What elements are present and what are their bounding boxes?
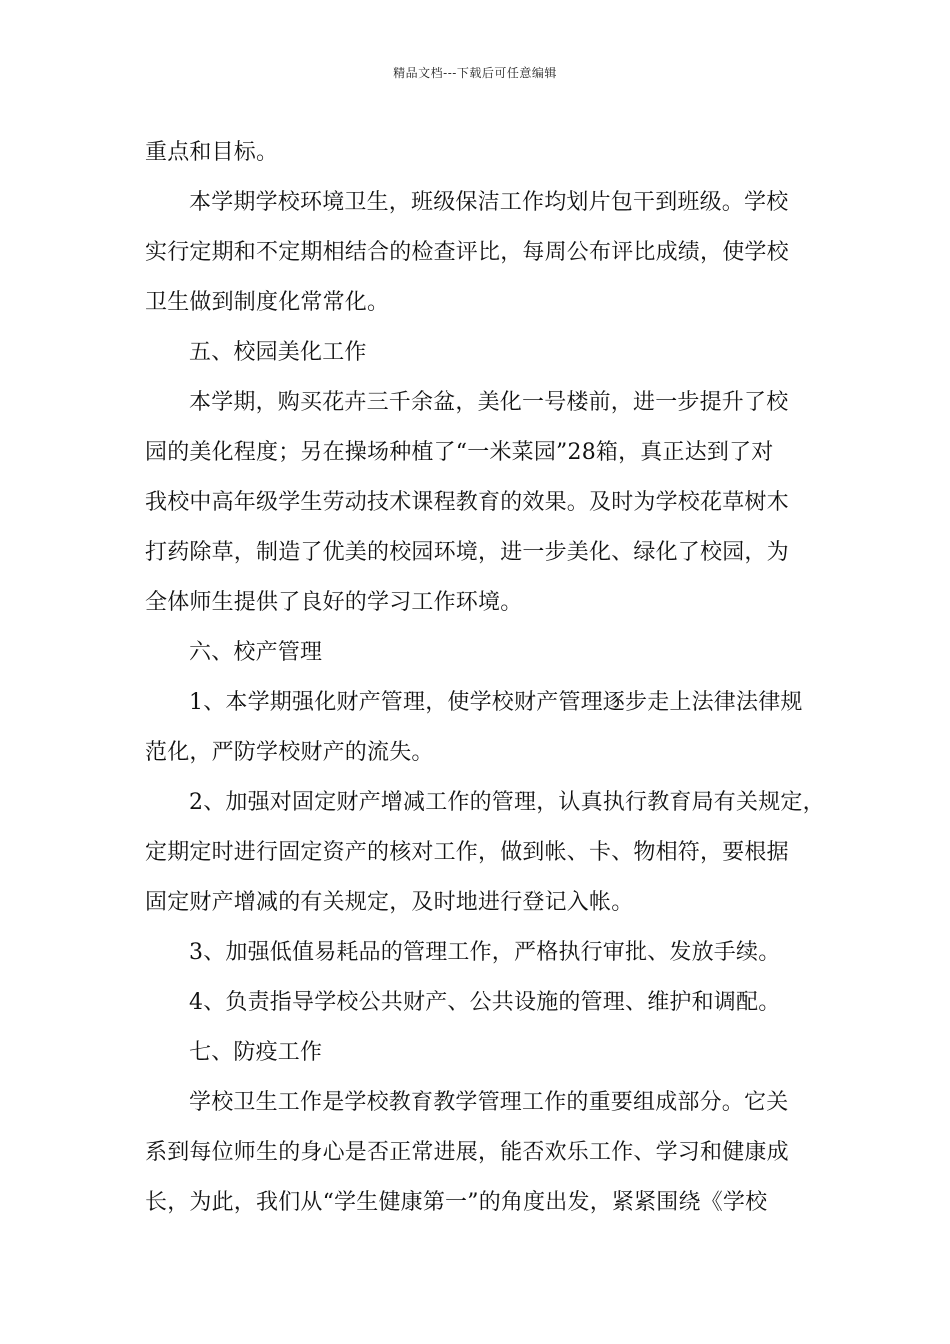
- text-line: 4、负责指导学校公共财产、公共设施的管理、维护和调配。: [189, 990, 781, 1015]
- text-line: 学校卫生工作是学校教育教学管理工作的重要组成部分。它关: [189, 1090, 789, 1115]
- text-line: 长，为此，我们从“学生健康第一”的角度出发，紧紧围绕《学校: [145, 1190, 768, 1215]
- text-line: 七、防疫工作: [189, 1040, 323, 1065]
- text-line: 3、加强低值易耗品的管理工作，严格执行审批、发放手续。: [189, 940, 781, 965]
- page-header: 精品文档---下载后可任意编辑: [393, 66, 557, 80]
- text-line: 全体师生提供了良好的学习工作环境。: [145, 590, 523, 615]
- text-line: 本学期学校环境卫生，班级保洁工作均划片包干到班级。学校: [189, 190, 789, 215]
- text-line: 本学期，购买花卉三千余盆，美化一号楼前，进一步提升了校: [189, 390, 789, 415]
- text-line: 系到每位师生的身心是否正常进展，能否欢乐工作、学习和健康成: [145, 1140, 789, 1165]
- text-line: 打药除草，制造了优美的校园环境，进一步美化、绿化了校园，为: [145, 540, 789, 565]
- text-line: 实行定期和不定期相结合的检查评比，每周公布评比成绩，使学校: [145, 240, 789, 265]
- text-line: 范化，严防学校财产的流失。: [145, 740, 434, 765]
- text-line: 园的美化程度；另在操场种植了“一米菜园”28箱，真正达到了对: [145, 440, 774, 465]
- text-line: 1、本学期强化财产管理，使学校财产管理逐步走上法律法律规: [189, 690, 803, 715]
- text-line: 定期定时进行固定资产的核对工作，做到帐、卡、物相符，要根据: [145, 840, 789, 865]
- text-line: 2、加强对固定财产增减工作的管理，认真执行教育局有关规定，: [189, 790, 825, 815]
- text-line: 六、校产管理: [189, 640, 323, 665]
- text-line: 固定财产增减的有关规定，及时地进行登记入帐。: [145, 890, 634, 915]
- text-line: 我校中高年级学生劳动技术课程教育的效果。及时为学校花草树木: [145, 490, 789, 515]
- text-line: 卫生做到制度化常常化。: [145, 290, 390, 315]
- text-line: 五、校园美化工作: [189, 340, 367, 365]
- text-line: 重点和目标。: [145, 140, 279, 165]
- document-body: [145, 128, 825, 1228]
